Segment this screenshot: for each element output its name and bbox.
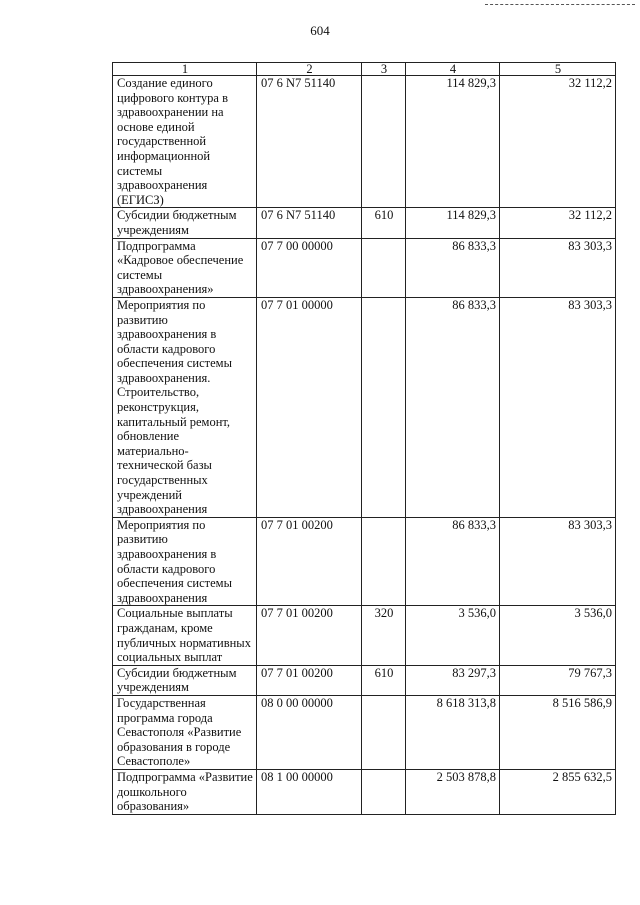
row-name: Мероприятия по развитию здравоохранения в области кадрового обеспечения системы здравоохранения. Строительство, реконструкция, капитальный ремонт, обновление материально-технической базы государственных учреждений здравоохранения [113, 297, 257, 517]
row-expense-type [362, 517, 406, 606]
row-expense-type: 320 [362, 606, 406, 665]
table-row [113, 695, 616, 769]
row-value-2: 8 516 586,9 [500, 695, 616, 769]
table-row [113, 769, 616, 814]
row-expense-type [362, 238, 406, 297]
row-value-2: 3 536,0 [500, 606, 616, 665]
row-value-1: 2 503 878,8 [406, 769, 500, 814]
column-header-4: 4 [406, 63, 500, 76]
column-header-1: 1 [113, 63, 257, 76]
row-expense-type [362, 297, 406, 517]
row-code: 07 7 00 00000 [257, 238, 362, 297]
budget-table [112, 62, 616, 815]
row-value-1: 86 833,3 [406, 517, 500, 606]
row-code: 07 7 01 00200 [257, 665, 362, 695]
table-row [113, 76, 616, 208]
row-expense-type [362, 695, 406, 769]
row-value-2: 32 112,2 [500, 208, 616, 238]
row-name: Мероприятия по развитию здравоохранения в области кадрового обеспечения системы здравоохранения [113, 517, 257, 606]
row-code: 07 6 N7 51140 [257, 208, 362, 238]
row-value-1: 86 833,3 [406, 238, 500, 297]
row-value-1: 83 297,3 [406, 665, 500, 695]
row-name: Подпрограмма «Кадровое обеспечение системы здравоохранения» [113, 238, 257, 297]
row-code: 07 6 N7 51140 [257, 76, 362, 208]
table-row [113, 297, 616, 517]
row-name: Государственная программа города Севастополя «Развитие образования в городе Севастополе» [113, 695, 257, 769]
row-value-2: 83 303,3 [500, 517, 616, 606]
row-value-1: 86 833,3 [406, 297, 500, 517]
row-code: 07 7 01 00200 [257, 606, 362, 665]
row-value-1: 3 536,0 [406, 606, 500, 665]
table-row [113, 238, 616, 297]
row-code: 07 7 01 00000 [257, 297, 362, 517]
column-header-5: 5 [500, 63, 616, 76]
row-expense-type [362, 769, 406, 814]
top-edge-rule [485, 4, 635, 6]
row-value-2: 79 767,3 [500, 665, 616, 695]
table-row [113, 517, 616, 606]
row-expense-type: 610 [362, 208, 406, 238]
row-name: Создание единого цифрового контура в здравоохранении на основе единой государственной информационной системы здравоохранения (ЕГИСЗ) [113, 76, 257, 208]
column-header-3: 3 [362, 63, 406, 76]
page-number: 604 [310, 23, 330, 38]
row-name: Субсидии бюджетным учреждениям [113, 208, 257, 238]
row-value-1: 114 829,3 [406, 208, 500, 238]
row-name: Субсидии бюджетным учреждениям [113, 665, 257, 695]
table-header-row [113, 63, 616, 76]
row-value-1: 8 618 313,8 [406, 695, 500, 769]
row-value-2: 2 855 632,5 [500, 769, 616, 814]
table-row [113, 665, 616, 695]
table-row [113, 208, 616, 238]
row-name: Социальные выплаты гражданам, кроме публичных нормативных социальных выплат [113, 606, 257, 665]
row-value-1: 114 829,3 [406, 76, 500, 208]
row-code: 07 7 01 00200 [257, 517, 362, 606]
row-code: 08 0 00 00000 [257, 695, 362, 769]
row-code: 08 1 00 00000 [257, 769, 362, 814]
row-value-2: 83 303,3 [500, 238, 616, 297]
row-value-2: 32 112,2 [500, 76, 616, 208]
row-expense-type: 610 [362, 665, 406, 695]
table-row [113, 606, 616, 665]
row-expense-type [362, 76, 406, 208]
row-name: Подпрограмма «Развитие дошкольного образования» [113, 769, 257, 814]
column-header-2: 2 [257, 63, 362, 76]
row-value-2: 83 303,3 [500, 297, 616, 517]
